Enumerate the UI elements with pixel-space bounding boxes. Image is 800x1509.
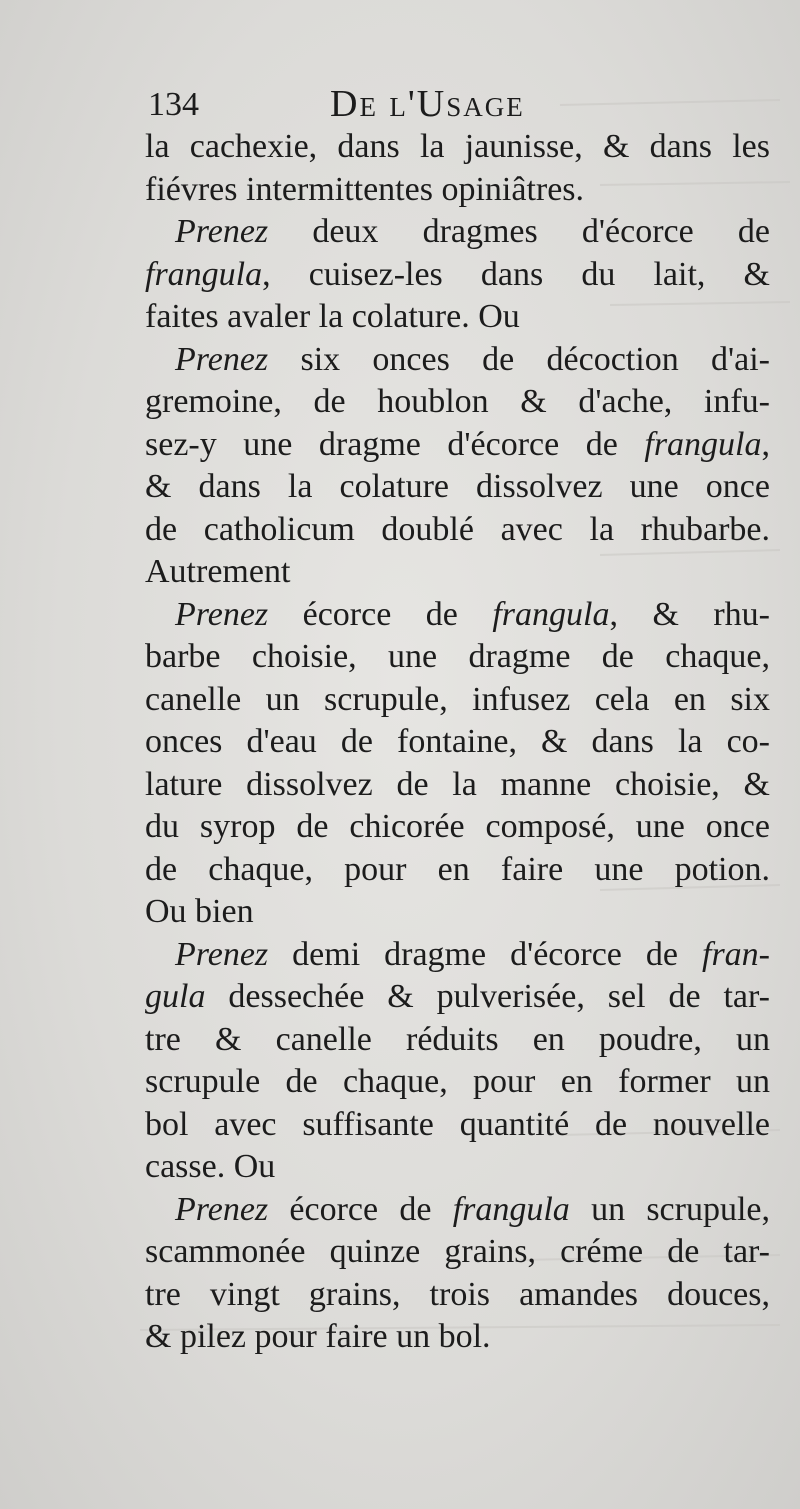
text-line: [145, 1019, 770, 1062]
running-head: De l'Usage: [330, 83, 525, 125]
text-line: [145, 764, 770, 807]
text-line: [145, 211, 770, 254]
text-segment: , cuisez-les dans du lait, &: [262, 255, 770, 293]
text-segment: bol avec suffisante quantité de nouvelle: [145, 1105, 770, 1143]
text-line: [145, 339, 770, 382]
italic-segment: Prenez: [175, 213, 269, 250]
text-segment: Autrement: [145, 553, 291, 590]
page-number: 134: [148, 86, 199, 123]
text-line: [145, 1274, 770, 1317]
text-segment: & dans la colature dissolvez une once: [145, 468, 770, 505]
text-segment: scrupule de chaque, pour en former un: [145, 1063, 770, 1100]
italic-segment: frangula: [452, 1190, 570, 1228]
page-header: [148, 82, 768, 130]
text-segment: du syrop de chicorée composé, une once: [145, 808, 770, 845]
italic-segment: Prenez: [175, 595, 269, 633]
text-line: [145, 509, 770, 552]
italic-segment: Prenez: [175, 340, 269, 378]
text-segment: écorce de: [268, 1190, 453, 1228]
text-line: [145, 976, 770, 1019]
text-line: [145, 466, 770, 509]
text-segment: un scrupule,: [569, 1190, 770, 1228]
text-segment: la cachexie, dans la jaunisse, & dans les: [145, 128, 770, 165]
text-segment: de catholicum doublé avec la rhubarbe.: [145, 510, 770, 548]
text-segment: écorce de: [268, 595, 493, 633]
text-line: [145, 1146, 770, 1189]
text-segment: demi dragme d'écorce de: [268, 935, 702, 973]
text-segment: lature dissolvez de la manne choisie, &: [145, 765, 770, 803]
text-segment: canelle un scrupule, infusez cela en six: [145, 680, 770, 718]
text-line: [145, 551, 770, 594]
body-text: [145, 126, 770, 1359]
italic-segment: frangula: [492, 595, 610, 633]
italic-segment: Prenez: [175, 1190, 269, 1228]
text-segment: dessechée & pulverisée, sel de tar-: [205, 978, 770, 1015]
text-segment: ,: [761, 425, 770, 463]
text-line: [145, 254, 770, 297]
text-line: [145, 381, 770, 424]
text-line: [145, 934, 770, 977]
italic-segment: frangula: [145, 255, 263, 293]
text-line: [145, 891, 770, 934]
text-segment: scammonée quinze grains, créme de tar-: [145, 1233, 770, 1270]
text-line: [145, 169, 770, 212]
text-line: [145, 424, 770, 467]
text-line: [145, 849, 770, 892]
text-segment: onces d'eau de fontaine, & dans la co-: [145, 723, 770, 760]
text-line: [145, 1231, 770, 1274]
text-line: [145, 594, 770, 637]
text-segment: sez-y une dragme d'écorce de: [145, 425, 645, 463]
text-segment: de chaque, pour en faire une potion.: [145, 850, 770, 888]
text-segment: fiévres intermittentes opiniâtres.: [145, 170, 585, 208]
text-segment: faites avaler la colature. Ou: [145, 298, 520, 335]
text-line: [145, 296, 770, 339]
text-line: [145, 1316, 770, 1359]
text-line: [145, 1189, 770, 1232]
italic-segment: frangula: [644, 425, 762, 463]
text-line: [145, 806, 770, 849]
italic-segment: fran-: [702, 935, 770, 973]
text-segment: casse. Ou: [145, 1148, 276, 1185]
text-segment: tre & canelle réduits en poudre, un: [145, 1020, 770, 1058]
text-segment: gremoine, de houblon & d'ache, infu-: [145, 383, 770, 420]
text-segment: Ou bien: [145, 893, 254, 930]
text-segment: six onces de décoction d'ai-: [268, 340, 770, 378]
text-line: [145, 126, 770, 169]
text-segment: barbe choisie, une dragme de chaque,: [145, 638, 770, 675]
text-segment: , & rhu-: [609, 595, 770, 633]
text-line: [145, 679, 770, 722]
italic-segment: Prenez: [175, 935, 269, 973]
text-segment: deux dragmes d'écorce de: [268, 213, 770, 250]
text-line: [145, 636, 770, 679]
text-line: [145, 721, 770, 764]
italic-segment: gula: [145, 978, 206, 1015]
text-segment: & pilez pour faire un bol.: [145, 1318, 491, 1355]
text-line: [145, 1061, 770, 1104]
text-line: [145, 1104, 770, 1147]
text-segment: tre vingt grains, trois amandes douces,: [145, 1275, 770, 1313]
